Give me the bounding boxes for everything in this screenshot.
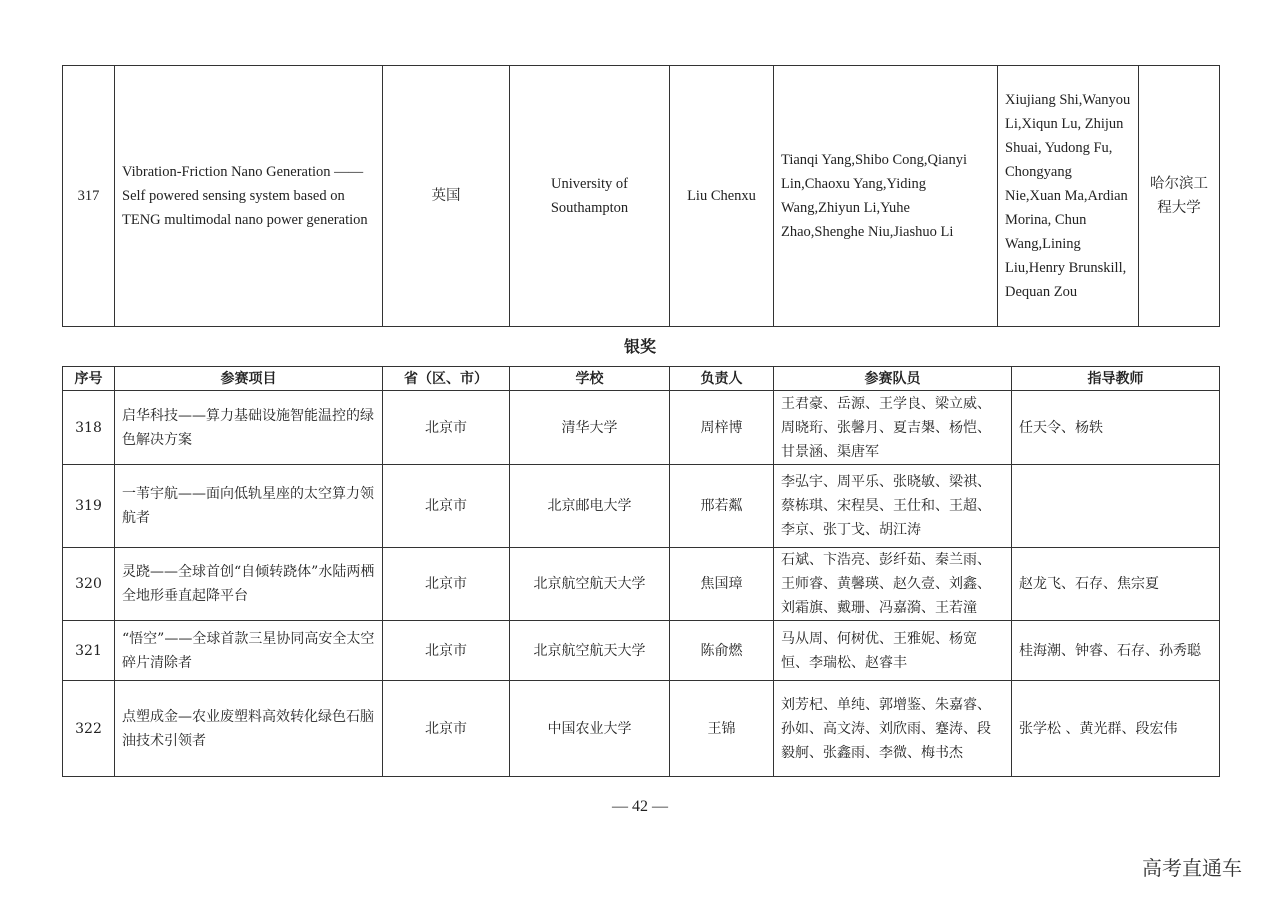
- row-number: 320: [63, 548, 115, 621]
- advisors: 任天令、杨轶: [1012, 391, 1220, 465]
- region: 北京市: [383, 681, 510, 777]
- table-row: [63, 465, 1220, 548]
- project-name: Vibration-Friction Nano Generation —— Self powered sensing system based on TENG multimodal nano power generation: [115, 66, 383, 327]
- school: 中国农业大学: [510, 681, 670, 777]
- advisors: 桂海潮、钟睿、石存、孙秀聪: [1012, 621, 1220, 681]
- team-members: 王君豪、岳源、王学良、梁立威、周晓珩、张馨月、夏吉槼、杨恺、甘景涵、渠唐军: [774, 391, 1012, 465]
- watermark: 高考直通车: [1142, 856, 1242, 880]
- page-number: — 42 —: [612, 798, 668, 815]
- header-no: 序号: [63, 367, 115, 391]
- region: 北京市: [383, 548, 510, 621]
- advisors: 张学松 、黄光群、段宏伟: [1012, 681, 1220, 777]
- project-name: 灵跷——全球首创“自倾转跷体”水陆两栖全地形垂直起降平台: [115, 548, 383, 621]
- section-title-silver: 银奖: [623, 337, 656, 356]
- project-name: 一苇宇航——面向低轨星座的太空算力领航者: [115, 465, 383, 548]
- region: 北京市: [383, 465, 510, 548]
- university: 哈尔滨工程大学: [1139, 66, 1220, 327]
- team-members: 石斌、卞浩亮、彭纤茹、秦兰雨、王师睿、黄馨瑛、赵久壹、刘鑫、刘霜旗、戴珊、冯嘉漪、王若潼: [774, 548, 1012, 621]
- row-number: 319: [63, 465, 115, 548]
- leader: 王锦: [670, 681, 774, 777]
- leader: 邢若粼: [670, 465, 774, 548]
- team-members: Tianqi Yang,Shibo Cong,Qianyi Lin,Chaoxu Yang,Yiding Wang,Zhiyun Li,Yuhe Zhao,Shenghe Niu,Jiashuo Li: [774, 66, 998, 327]
- team-members: 马从周、何树优、王雅妮、杨宽恒、李瑞松、赵睿丰: [774, 621, 1012, 681]
- leader: 陈俞燃: [670, 621, 774, 681]
- region: 英国: [383, 66, 510, 327]
- project-name: “悟空”——全球首款三星协同高安全太空碎片清除者: [115, 621, 383, 681]
- table-row: [63, 681, 1220, 777]
- row-number: 317: [63, 66, 115, 327]
- table-row: [63, 548, 1220, 621]
- school: 北京邮电大学: [510, 465, 670, 548]
- leader: 周梓博: [670, 391, 774, 465]
- table-header-row: [63, 367, 1220, 391]
- school: 北京航空航天大学: [510, 621, 670, 681]
- advisors: 赵龙飞、石存、焦宗夏: [1012, 548, 1220, 621]
- region: 北京市: [383, 391, 510, 465]
- leader: Liu Chenxu: [670, 66, 774, 327]
- team-members: 李弘宇、周平乐、张晓敏、梁祺、蔡栋琪、宋程昊、王仕和、王超、李京、张丁戈、胡江涛: [774, 465, 1012, 548]
- leader: 焦国璋: [670, 548, 774, 621]
- row-number: 321: [63, 621, 115, 681]
- header-project: 参赛项目: [115, 367, 383, 391]
- region: 北京市: [383, 621, 510, 681]
- table-row: [63, 621, 1220, 681]
- school: University of Southampton: [510, 66, 670, 327]
- table-row: [63, 391, 1220, 465]
- team-members: 刘芳杞、单纯、郭增鉴、朱嘉睿、孙如、高文涛、刘欣雨、蹇涛、段毅舸、张鑫雨、李微、梅书杰: [774, 681, 1012, 777]
- advisors: [1012, 465, 1220, 548]
- header-region: 省（区、市）: [383, 367, 510, 391]
- project-name: 启华科技——算力基础设施智能温控的绿色解决方案: [115, 391, 383, 465]
- table-row: [63, 66, 1220, 327]
- project-name: 点塑成金—农业废塑料高效转化绿色石脑油技术引领者: [115, 681, 383, 777]
- header-school: 学校: [510, 367, 670, 391]
- school: 北京航空航天大学: [510, 548, 670, 621]
- silver-award-table: [62, 366, 1220, 777]
- row-number: 318: [63, 391, 115, 465]
- header-advisors: 指导教师: [1012, 367, 1220, 391]
- gold-continuation-table: [62, 65, 1220, 327]
- school: 清华大学: [510, 391, 670, 465]
- row-number: 322: [63, 681, 115, 777]
- advisors: Xiujiang Shi,Wanyou Li,Xiqun Lu, Zhijun Shuai, Yudong Fu, Chongyang Nie,Xuan Ma,Ardian Morina, Chun Wang,Lining Liu,Henry Brunskill, Dequan Zou: [998, 66, 1139, 327]
- header-leader: 负责人: [670, 367, 774, 391]
- header-members: 参赛队员: [774, 367, 1012, 391]
